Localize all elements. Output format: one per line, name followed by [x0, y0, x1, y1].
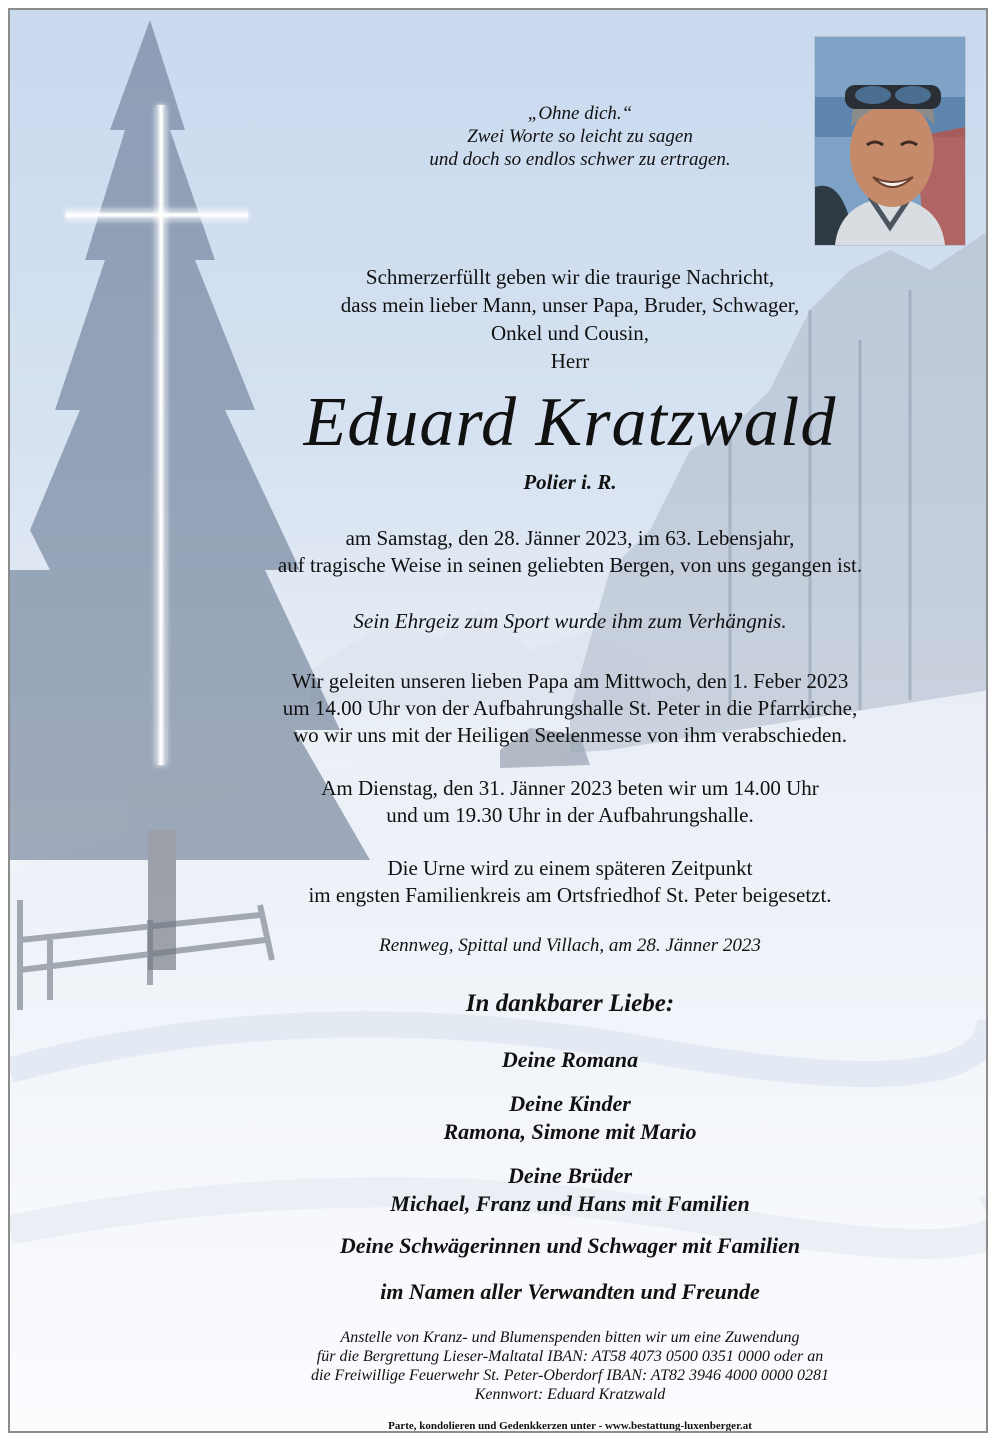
portrait-photo [814, 36, 966, 246]
brothers-label: Deine Brüder [507, 1163, 633, 1188]
quote-line: Zwei Worte so leicht zu sagen [467, 126, 693, 147]
children-names: Ramona, Simone mit Mario [443, 1119, 697, 1144]
death-notice [180, 525, 960, 579]
memorial-cross-horizontal [66, 210, 248, 220]
quote-line: „Ohne dich.“ [527, 103, 633, 124]
prayer-line: Am Dienstag, den 31. Jänner 2023 beten wir um 14.00 Uhr [321, 776, 819, 800]
funeral-line: Wir geleiten unseren lieben Papa am Mittwoch, den 1. Feber 2023 [291, 669, 849, 693]
thanks-heading: In dankbarer Liebe: [465, 990, 675, 1017]
memorial-cross-vertical [156, 105, 166, 765]
death-notice-line: auf tragische Weise in seinen geliebten Bergen, von uns gegangen ist. [277, 553, 863, 577]
mourner-brothers [180, 1162, 960, 1218]
funeral-line: um 14.00 Uhr von der Aufbahrungshalle St. Peter in die Pfarrkirche, [282, 696, 858, 720]
quote-line: und doch so endlos schwer zu ertragen. [429, 149, 731, 170]
mourner-relatives: im Namen aller Verwandten und Freunde [380, 1279, 760, 1304]
deceased-name: Eduard Kratzwald [303, 384, 837, 461]
prayer-line: und um 19.30 Uhr in der Aufbahrungshalle. [386, 803, 754, 827]
urn-info [180, 855, 960, 909]
announcement-intro [180, 263, 960, 375]
intro-line: Herr [550, 349, 590, 373]
deceased-title: Polier i. R. [523, 470, 617, 494]
mourner-children [180, 1090, 960, 1146]
donation-line: die Freiwillige Feuerwehr St. Peter-Oberdorf IBAN: AT82 3946 4000 0000 0281 [311, 1367, 829, 1384]
urn-line: im engsten Familienkreis am Ortsfriedhof St. Peter beigesetzt. [308, 883, 832, 907]
brothers-names: Michael, Franz und Hans mit Familien [390, 1191, 750, 1216]
memorial-quote [340, 102, 820, 171]
intro-line: Onkel und Cousin, [490, 321, 650, 345]
footer-link-text[interactable]: Parte, kondolieren und Gedenkkerzen unter - www.bestattung-luxenberger.at [388, 1420, 752, 1432]
urn-line: Die Urne wird zu einem späteren Zeitpunkt [387, 856, 753, 880]
donation-line: für die Bergrettung Lieser-Maltatal IBAN: AT58 4073 0500 0351 0000 oder an [316, 1348, 824, 1365]
prayer-info [180, 775, 960, 829]
children-label: Deine Kinder [509, 1091, 631, 1116]
intro-line: dass mein lieber Mann, unser Papa, Bruder, Schwager, [340, 293, 800, 317]
motto: Sein Ehrgeiz zum Sport wurde ihm zum Verhängnis. [353, 609, 787, 633]
mourner-in-laws: Deine Schwägerinnen und Schwager mit Familien [339, 1233, 801, 1258]
place-date: Rennweg, Spittal und Villach, am 28. Jänner 2023 [379, 935, 761, 956]
funeral-info [180, 668, 960, 749]
donation-line: Kennwort: Eduard Kratzwald [474, 1386, 666, 1403]
obituary-card [8, 8, 988, 1433]
death-notice-line: am Samstag, den 28. Jänner 2023, im 63. Lebensjahr, [345, 526, 795, 550]
donation-line: Anstelle von Kranz- und Blumenspenden bitten wir um eine Zuwendung [340, 1329, 800, 1346]
donation-note [180, 1328, 960, 1404]
mourner-wife: Deine Romana [501, 1047, 639, 1072]
intro-line: Schmerzerfüllt geben wir die traurige Nachricht, [365, 265, 775, 289]
funeral-line: wo wir uns mit der Heiligen Seelenmesse von ihm verabschieden. [292, 723, 848, 747]
